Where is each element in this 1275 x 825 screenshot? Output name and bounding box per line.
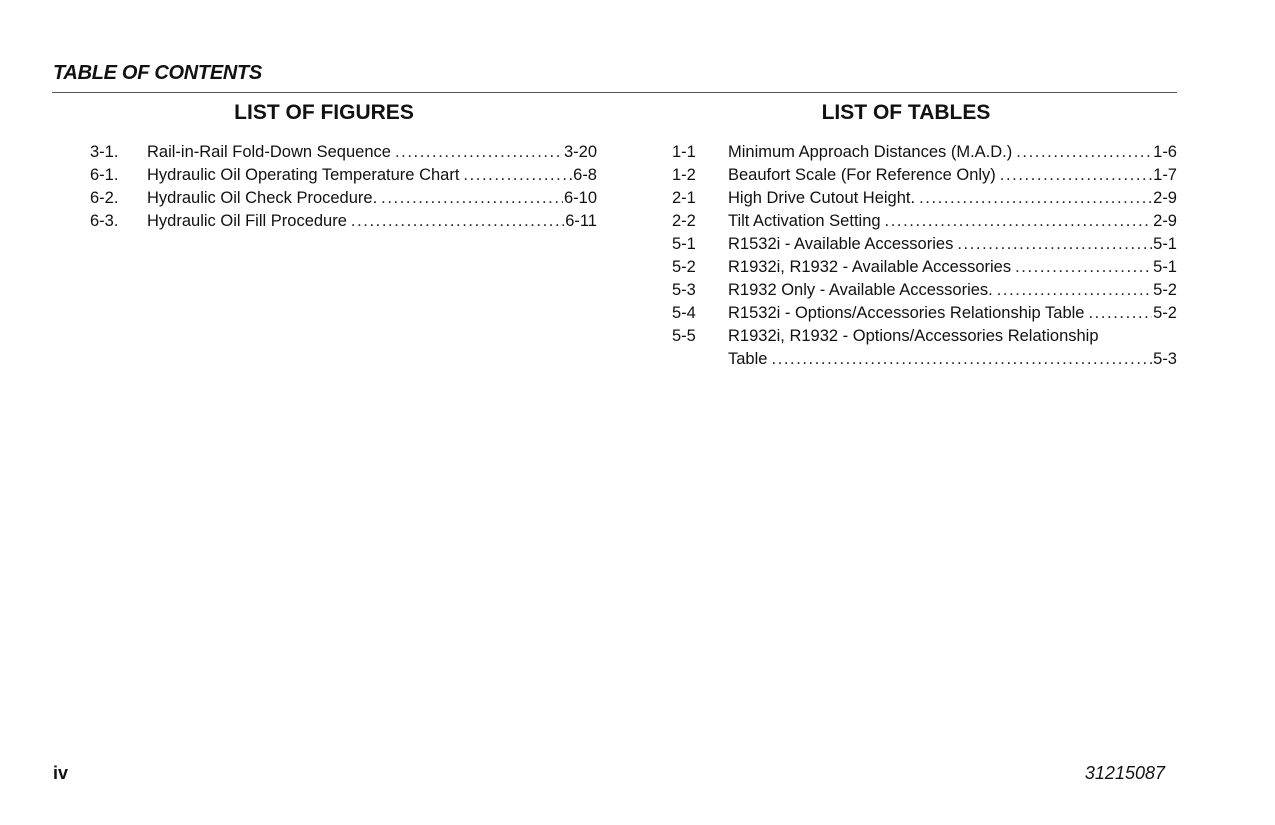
figure-title: Hydraulic Oil Fill Procedure bbox=[147, 212, 347, 230]
dot-leader bbox=[997, 279, 1152, 302]
table-entry[interactable] bbox=[672, 279, 1177, 302]
figure-number: 6-1. bbox=[90, 166, 119, 184]
table-page: 5-1 bbox=[1153, 258, 1177, 276]
table-title: Beaufort Scale (For Reference Only) bbox=[728, 166, 996, 184]
dot-leader bbox=[1016, 141, 1152, 164]
table-number: 1-2 bbox=[672, 166, 696, 184]
table-number: 5-4 bbox=[672, 304, 696, 322]
list-of-figures-heading: LIST OF FIGURES bbox=[234, 101, 414, 124]
figure-number: 3-1. bbox=[90, 143, 119, 161]
header-divider bbox=[52, 92, 1177, 93]
dot-leader bbox=[771, 348, 1152, 371]
table-number: 5-2 bbox=[672, 258, 696, 276]
table-title: High Drive Cutout Height. bbox=[728, 189, 916, 207]
table-page: 1-6 bbox=[1153, 143, 1177, 161]
figure-title: Rail-in-Rail Fold-Down Sequence bbox=[147, 143, 391, 161]
table-number: 5-5 bbox=[672, 327, 696, 345]
table-page: 2-9 bbox=[1153, 189, 1177, 207]
table-title-line1: R1932i, R1932 - Options/Accessories Relationship bbox=[728, 327, 1099, 345]
table-title: R1932i, R1932 - Available Accessories bbox=[728, 258, 1012, 276]
table-title: R1532i - Options/Accessories Relationship Table bbox=[728, 304, 1085, 322]
dot-leader bbox=[1088, 302, 1152, 325]
figure-page: 6-10 bbox=[563, 189, 597, 207]
figure-entry[interactable] bbox=[90, 164, 597, 187]
table-number: 2-2 bbox=[672, 212, 696, 230]
table-entry[interactable] bbox=[672, 302, 1177, 325]
table-page: 5-3 bbox=[1153, 350, 1177, 368]
figure-title: Hydraulic Oil Check Procedure. bbox=[147, 189, 378, 207]
dot-leader bbox=[919, 187, 1152, 210]
tables-list bbox=[672, 141, 1177, 371]
dot-leader bbox=[1000, 164, 1152, 187]
table-title: Tilt Activation Setting bbox=[728, 212, 881, 230]
dot-leader bbox=[957, 233, 1152, 256]
page-number: iv bbox=[53, 763, 69, 783]
figure-entry[interactable] bbox=[90, 210, 597, 233]
table-title: R1532i - Available Accessories bbox=[728, 235, 954, 253]
document-number: 31215087 bbox=[1084, 763, 1165, 783]
figure-number: 6-2. bbox=[90, 189, 119, 207]
figures-list bbox=[90, 141, 597, 233]
table-entry[interactable] bbox=[672, 256, 1177, 279]
figure-page: 6-8 bbox=[573, 166, 597, 184]
table-entry[interactable] bbox=[672, 325, 1177, 371]
list-of-tables-heading: LIST OF TABLES bbox=[821, 101, 991, 124]
table-number: 1-1 bbox=[672, 143, 696, 161]
table-entry[interactable] bbox=[672, 141, 1177, 164]
table-entry[interactable] bbox=[672, 210, 1177, 233]
dot-leader bbox=[885, 210, 1153, 233]
table-page: 5-1 bbox=[1153, 235, 1177, 253]
figure-entry[interactable] bbox=[90, 187, 597, 210]
table-title: R1932 Only - Available Accessories. bbox=[728, 281, 993, 299]
table-page: 5-2 bbox=[1153, 304, 1177, 322]
figure-page: 3-20 bbox=[563, 143, 597, 161]
figure-number: 6-3. bbox=[90, 212, 119, 230]
table-number: 5-1 bbox=[672, 235, 696, 253]
table-page: 2-9 bbox=[1153, 212, 1177, 230]
table-page: 1-7 bbox=[1153, 166, 1177, 184]
dot-leader bbox=[395, 141, 563, 164]
table-page: 5-2 bbox=[1153, 281, 1177, 299]
table-entry[interactable] bbox=[672, 233, 1177, 256]
table-title: Minimum Approach Distances (M.A.D.) bbox=[728, 143, 1013, 161]
dot-leader bbox=[463, 164, 572, 187]
table-number: 2-1 bbox=[672, 189, 696, 207]
table-entry[interactable] bbox=[672, 164, 1177, 187]
figure-entry[interactable] bbox=[90, 141, 597, 164]
toc-header-title: TABLE OF CONTENTS bbox=[53, 62, 262, 84]
table-title-line2: Table bbox=[728, 350, 768, 368]
table-entry[interactable] bbox=[672, 187, 1177, 210]
dot-leader bbox=[351, 210, 564, 233]
table-number: 5-3 bbox=[672, 281, 696, 299]
figure-page: 6-11 bbox=[565, 212, 597, 230]
dot-leader bbox=[1015, 256, 1152, 279]
figure-title: Hydraulic Oil Operating Temperature Chart bbox=[147, 166, 460, 184]
dot-leader bbox=[381, 187, 563, 210]
